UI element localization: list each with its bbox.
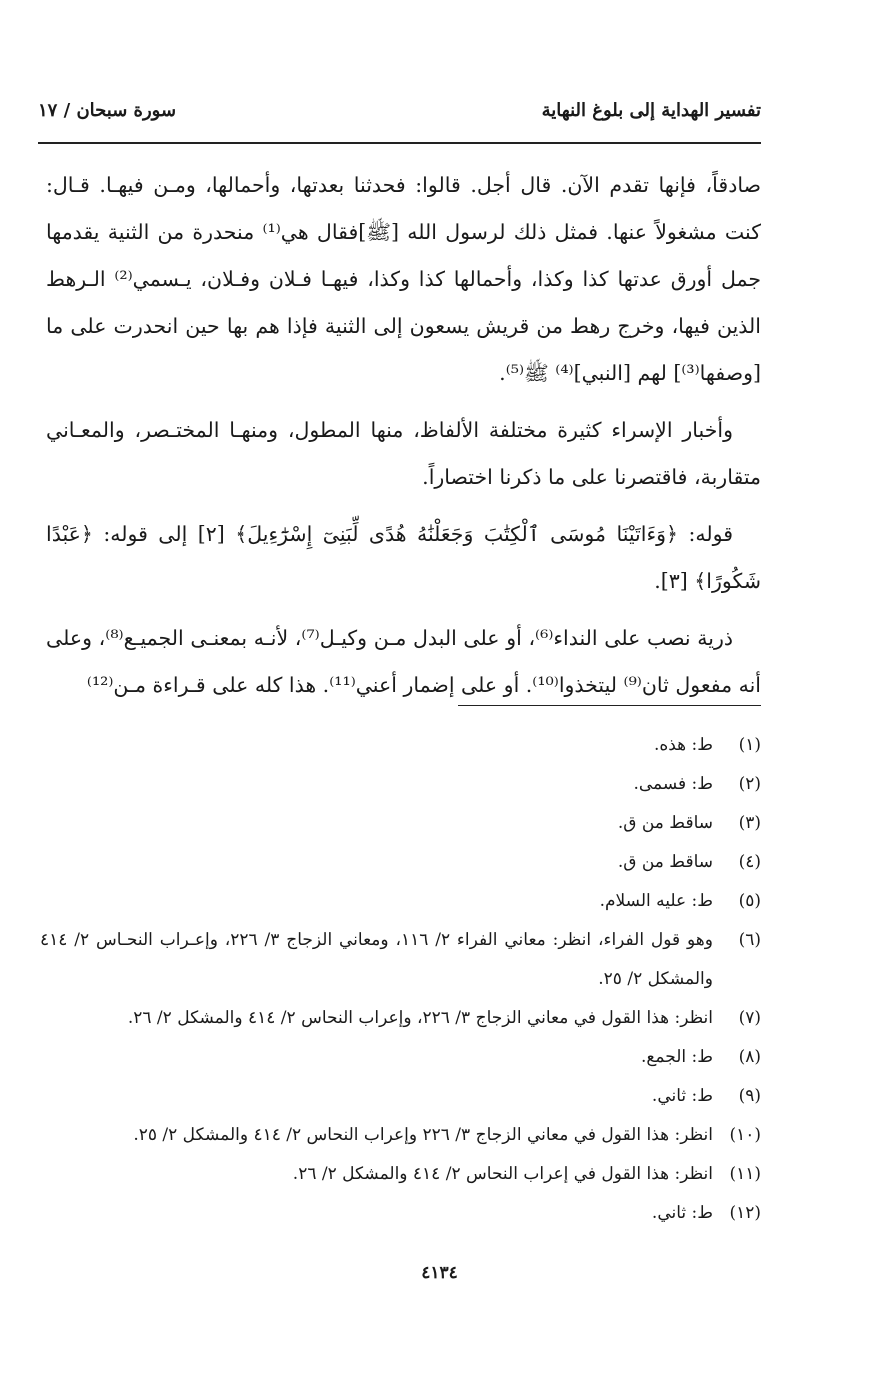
footnote-number: (٢)	[738, 774, 761, 794]
paragraph-3-quran-verse: قوله: ﴿وَءَاتَيْنَا مُوسَى ٱلْكِتَٰبَ وَجَعَلْنَٰهُ هُدًى لِّبَنِىٓ إِسْرَٰٓءِيلَ﴾ [٢] إلى قوله: ﴿عَبْدًا شَكُورًا﴾ [٣].	[46, 522, 761, 593]
footnote-item	[40, 882, 761, 921]
footnote-item	[40, 1194, 761, 1233]
main-text	[46, 162, 761, 719]
footnote-number: (٦)	[738, 930, 761, 950]
footnote-item	[40, 726, 761, 765]
footnote-number: (٣)	[738, 813, 761, 833]
footnote-text: ط: فسمى.	[633, 774, 713, 794]
footnotes	[40, 726, 761, 1233]
paragraph-2: وأخبار الإسراء كثيرة مختلفة الألفاظ، منها المطول، ومنهـا المختـصر، والمعـاني متقاربة، فاقتصرنا على ما ذكرنا اختصاراً.	[46, 418, 761, 489]
footnote-item	[40, 999, 761, 1038]
footnote-number: (٤)	[738, 852, 761, 872]
footnote-item	[40, 1038, 761, 1077]
footnote-number: (٨)	[738, 1047, 761, 1067]
footnote-item	[40, 765, 761, 804]
paragraph-4: ذرية نصب على النداء⁽⁶⁾، أو على البدل مـن وكيـل⁽⁷⁾، لأنـه بمعنـى الجميـع⁽⁸⁾، وعلى أنه مفعول ثان⁽⁹⁾ ليتخذوا⁽¹⁰⁾. أو على إضمار أعني⁽¹¹⁾. هذا كله على قـراءة مـن⁽¹²⁾	[46, 626, 761, 697]
footnote-number: (٧)	[738, 1008, 761, 1028]
footnote-number: (٩)	[738, 1086, 761, 1106]
footnote-item	[40, 804, 761, 843]
footnote-number: (١٢)	[729, 1203, 761, 1223]
footnote-item	[40, 1116, 761, 1155]
running-header	[38, 100, 761, 136]
footnote-number: (١)	[738, 735, 761, 755]
page-number: ٤١٣٤	[421, 1263, 458, 1283]
book-title: تفسير الهداية إلى بلوغ النهاية	[541, 100, 761, 121]
footnote-divider	[458, 705, 761, 706]
footnote-text: ط: الجمع.	[640, 1047, 713, 1067]
footnote-text: وهو قول الفراء، انظر: معاني الفراء ٢/ ١١٦، ومعاني الزجاج ٣/ ٢٢٦، وإعـراب النحـاس ٢/ ٤١٤ والمشكل ٢/ ٢٥.	[40, 930, 713, 989]
footnote-text: انظر: هذا القول في إعراب النحاس ٢/ ٤١٤ والمشكل ٢/ ٢٦.	[292, 1164, 713, 1184]
surah-reference: سورة سبحان / ١٧	[38, 100, 177, 121]
footnote-item	[40, 1155, 761, 1194]
paragraph-1: صادقاً، فإنها تقدم الآن. قال أجل. قالوا: فحدثنا بعدتها، وأحمالها، ومـن فيهـا. قـال: كنت مشغولاً عنها. فمثل ذلك لرسول الله [ﷺ]فقال هي⁽¹⁾ منحدرة من الثنية يقدمها جمل أورق عدتها كذا وكذا، وأحمالها كذا وكذا، فيهـا فـلان وفـلان، يـسمي⁽²⁾ الـرهط الذين فيها، وخرج رهط من قريش يسعون إلى الثنية فإذا هم بها حين انحدرت على ما [وصفها⁽³⁾] لهم [النبي]⁽⁴⁾ ﷺ⁽⁵⁾.	[46, 173, 761, 385]
footnote-text: انظر: هذا القول في معاني الزجاج ٣/ ٢٢٦ وإعراب النحاس ٢/ ٤١٤ والمشكل ٢/ ٢٥.	[133, 1125, 713, 1145]
footnote-text: ط: ثاني.	[651, 1086, 713, 1106]
footnote-text: ط: ثاني.	[651, 1203, 713, 1223]
footnote-number: (١١)	[729, 1164, 761, 1184]
footnote-item	[40, 843, 761, 882]
footnote-number: (١٠)	[729, 1125, 761, 1145]
footnote-text: انظر: هذا القول في معاني الزجاج ٣/ ٢٢٦، وإعراب النحاس ٢/ ٤١٤ والمشكل ٢/ ٢٦.	[127, 1008, 713, 1028]
footnote-number: (٥)	[738, 891, 761, 911]
footnote-item	[40, 1077, 761, 1116]
footnote-item	[40, 921, 761, 999]
footnote-text: ساقط من ق.	[617, 852, 713, 872]
footnote-text: ساقط من ق.	[617, 813, 713, 833]
header-divider	[38, 142, 761, 144]
footnote-text: ط: عليه السلام.	[599, 891, 713, 911]
footnote-text: ط: هذه.	[653, 735, 713, 755]
